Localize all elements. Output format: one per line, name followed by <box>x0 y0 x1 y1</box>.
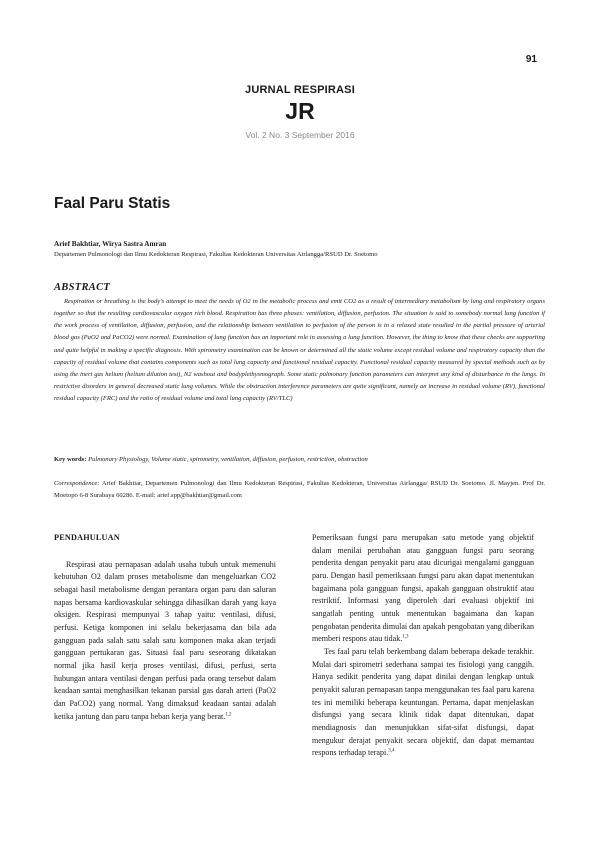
correspondence <box>54 478 545 502</box>
article-title: Faal Paru Statis <box>54 195 171 212</box>
intro-paragraph-3 <box>312 646 534 760</box>
intro-paragraph-3-text: Tes faal paru telah berkembang dalam beberapa dekade terakhir. Mulai dari spirometri sederhana sampai tes fisiologi yang canggih. Hanya sedikit penderita yang dapat dinilai dengan lengkap untuk penyakit saluran pernapasan tanpa menggunakan tes faal paru karena tes ini memiliki beberapa keuntungan. Pertama, dapat menjelaskan disfungsi yang secara klinik tidak dapat ditentukan, dapat mendiagnosis dan menunjukkan sifat-sifat disfungsi, dapat mengukur derajat penyakit secara objektif, dan dapat memantau respons terhadap terapi. <box>312 646 534 758</box>
article-affiliation: Departemen Pulmonologi dan Ilmu Kedokteran Respirasi, Fakultas Kedokteran Universitas Airlangga/RSUD Dr. Soetomo <box>54 251 378 258</box>
keywords-label: Key words: <box>54 456 87 463</box>
page-number: 91 <box>525 54 537 65</box>
intro-paragraph-2 <box>312 532 534 646</box>
intro-paragraph-1 <box>54 559 276 724</box>
journal-abbreviation: JR <box>285 98 315 124</box>
keywords-text: Pulmonary Physiology, Volume static, spirometry, ventilation, diffusion, perfusion, restriction, obstruction <box>88 456 368 463</box>
article-authors: Arief Bakhtiar, Wirya Sastra Amran <box>54 240 167 248</box>
journal-volume: Vol. 2 No. 3 September 2016 <box>245 130 355 140</box>
intro-column-right <box>312 532 534 760</box>
intro-paragraph-3-ref: 3,4 <box>388 748 395 754</box>
intro-paragraph-1-text: Respirasi atau pernapasan adalah usaha tubuh untuk memenuhi kebutuhan O2 dalam proses metabolisme dan mengeluarkan CO2 sebagai hasil metabolisme dengan perantara organ paru dan saluran napas bersama kardiovaskular sehingga dihasilkan darah yang kaya oksigen. Respirasi mempunyai 3 tahap yaitu: ventilasi, difusi, perfusi. Ketiga komponen ini selalu bekerjasama dan bila ada gangguan pada salah satu salah satu komponen maka akan terjadi gangguan pertukaran gas. Situasi faal paru seseorang dikatakan normal jika hasil kerja proses ventilasi, difusi, perfusi, serta hubungan antara ventilasi dengan perfusi pada orang tersebut dalam keadaan santai menghasilkan tekanan parsial gas darah arteri (PaO2 dan PaCO2) yang normal. Yang dimaksud keadaan santai adalah ketika jantung dan paru tanpa beban kerja yang berat. <box>54 559 276 721</box>
correspondence-text: Arief Bakhtiar, Departemen Pulmonologi dan Ilmu Kedokteran Respirasi, Fakultas Kedokteran, Universitas Airlangga/ RSUD Dr. Soetomo. Jl. Mayjen. Prof Dr. Moetopo 6-8 Surabaya 60286. E-mail: arief.spp@bakhtiar@gmail.com <box>54 480 545 499</box>
intro-column-left <box>54 532 276 723</box>
intro-paragraph-1-ref: 1,2 <box>225 711 232 717</box>
intro-paragraph-2-text: Pemeriksaan fungsi paru merupakan satu metode yang objektif dalam menilai perubahan atau gangguan fungsi paru seorang penderita dengan penyakit paru atau dicurigai mengalami gangguan paru. Dengan hasil pemeriksaan fungsi paru akan dapat menentukan bagaimana pola gangguan fungsi, apakah gangguan obstruktif atau restriktif. Informasi yang diperoleh dari evaluasi objektif ini sangatlah penting untuk menentukan bagaimana dan kapan pengobatan penderita dimulai dan apakah pengobatan yang diberikan memberi respons atau tidak. <box>312 533 534 644</box>
correspondence-label: Correspondence: <box>54 480 100 487</box>
keywords <box>54 455 545 465</box>
abstract-body: Respiration or breathing is the body's attempt to meet the needs of O2 in the metabolic process and emit CO2 as a result of intermediary metabolism by lung and respiratory organs together so that the resulting cardiovascular oxygen rich blood. Respiration has three phases: ventilation, diffusion, perfusion. The situation is said to somebody normal lung function if the work process of ventilation, diffusion, perfusion, and the relationship between ventilation to perfusion of the person is in a relaxed state resulted in the partial pressure of arterial blood gas (PaO2 and PaCO2) were normal. Examination of lung function has an important role in assessing a lung function. However, the thing to know that these checks are supporting and quite helpful in making a specific diagnosis. With spirometry examination can be known or determined all the static volume except residual volume and respiratory capacity than the capacity of residual volume that contains components such as total lung capacity and functional residual capacity. Functional residual capacity measured by special methods such as by using the inert gas helium (helium dilution test), N2 washout and bodyplethysmograph. Some static pulmonary function parameters can interpret any kind of disturbance in the lungs. In restrictive disorders in general decreased static lung volumes. While the obstruction interference parameters are quite significant, namely an increase in residual volume (RV), functional residual capacity (FRC) and the ratio of residual volume and total lung capacity (RV/TLC) <box>54 298 545 403</box>
intro-heading: PENDAHULUAN <box>54 533 120 542</box>
intro-paragraph-2-ref: 1,3 <box>402 634 409 640</box>
abstract-heading: ABSTRACT <box>54 282 111 293</box>
journal-name: JURNAL RESPIRASI <box>245 84 355 96</box>
